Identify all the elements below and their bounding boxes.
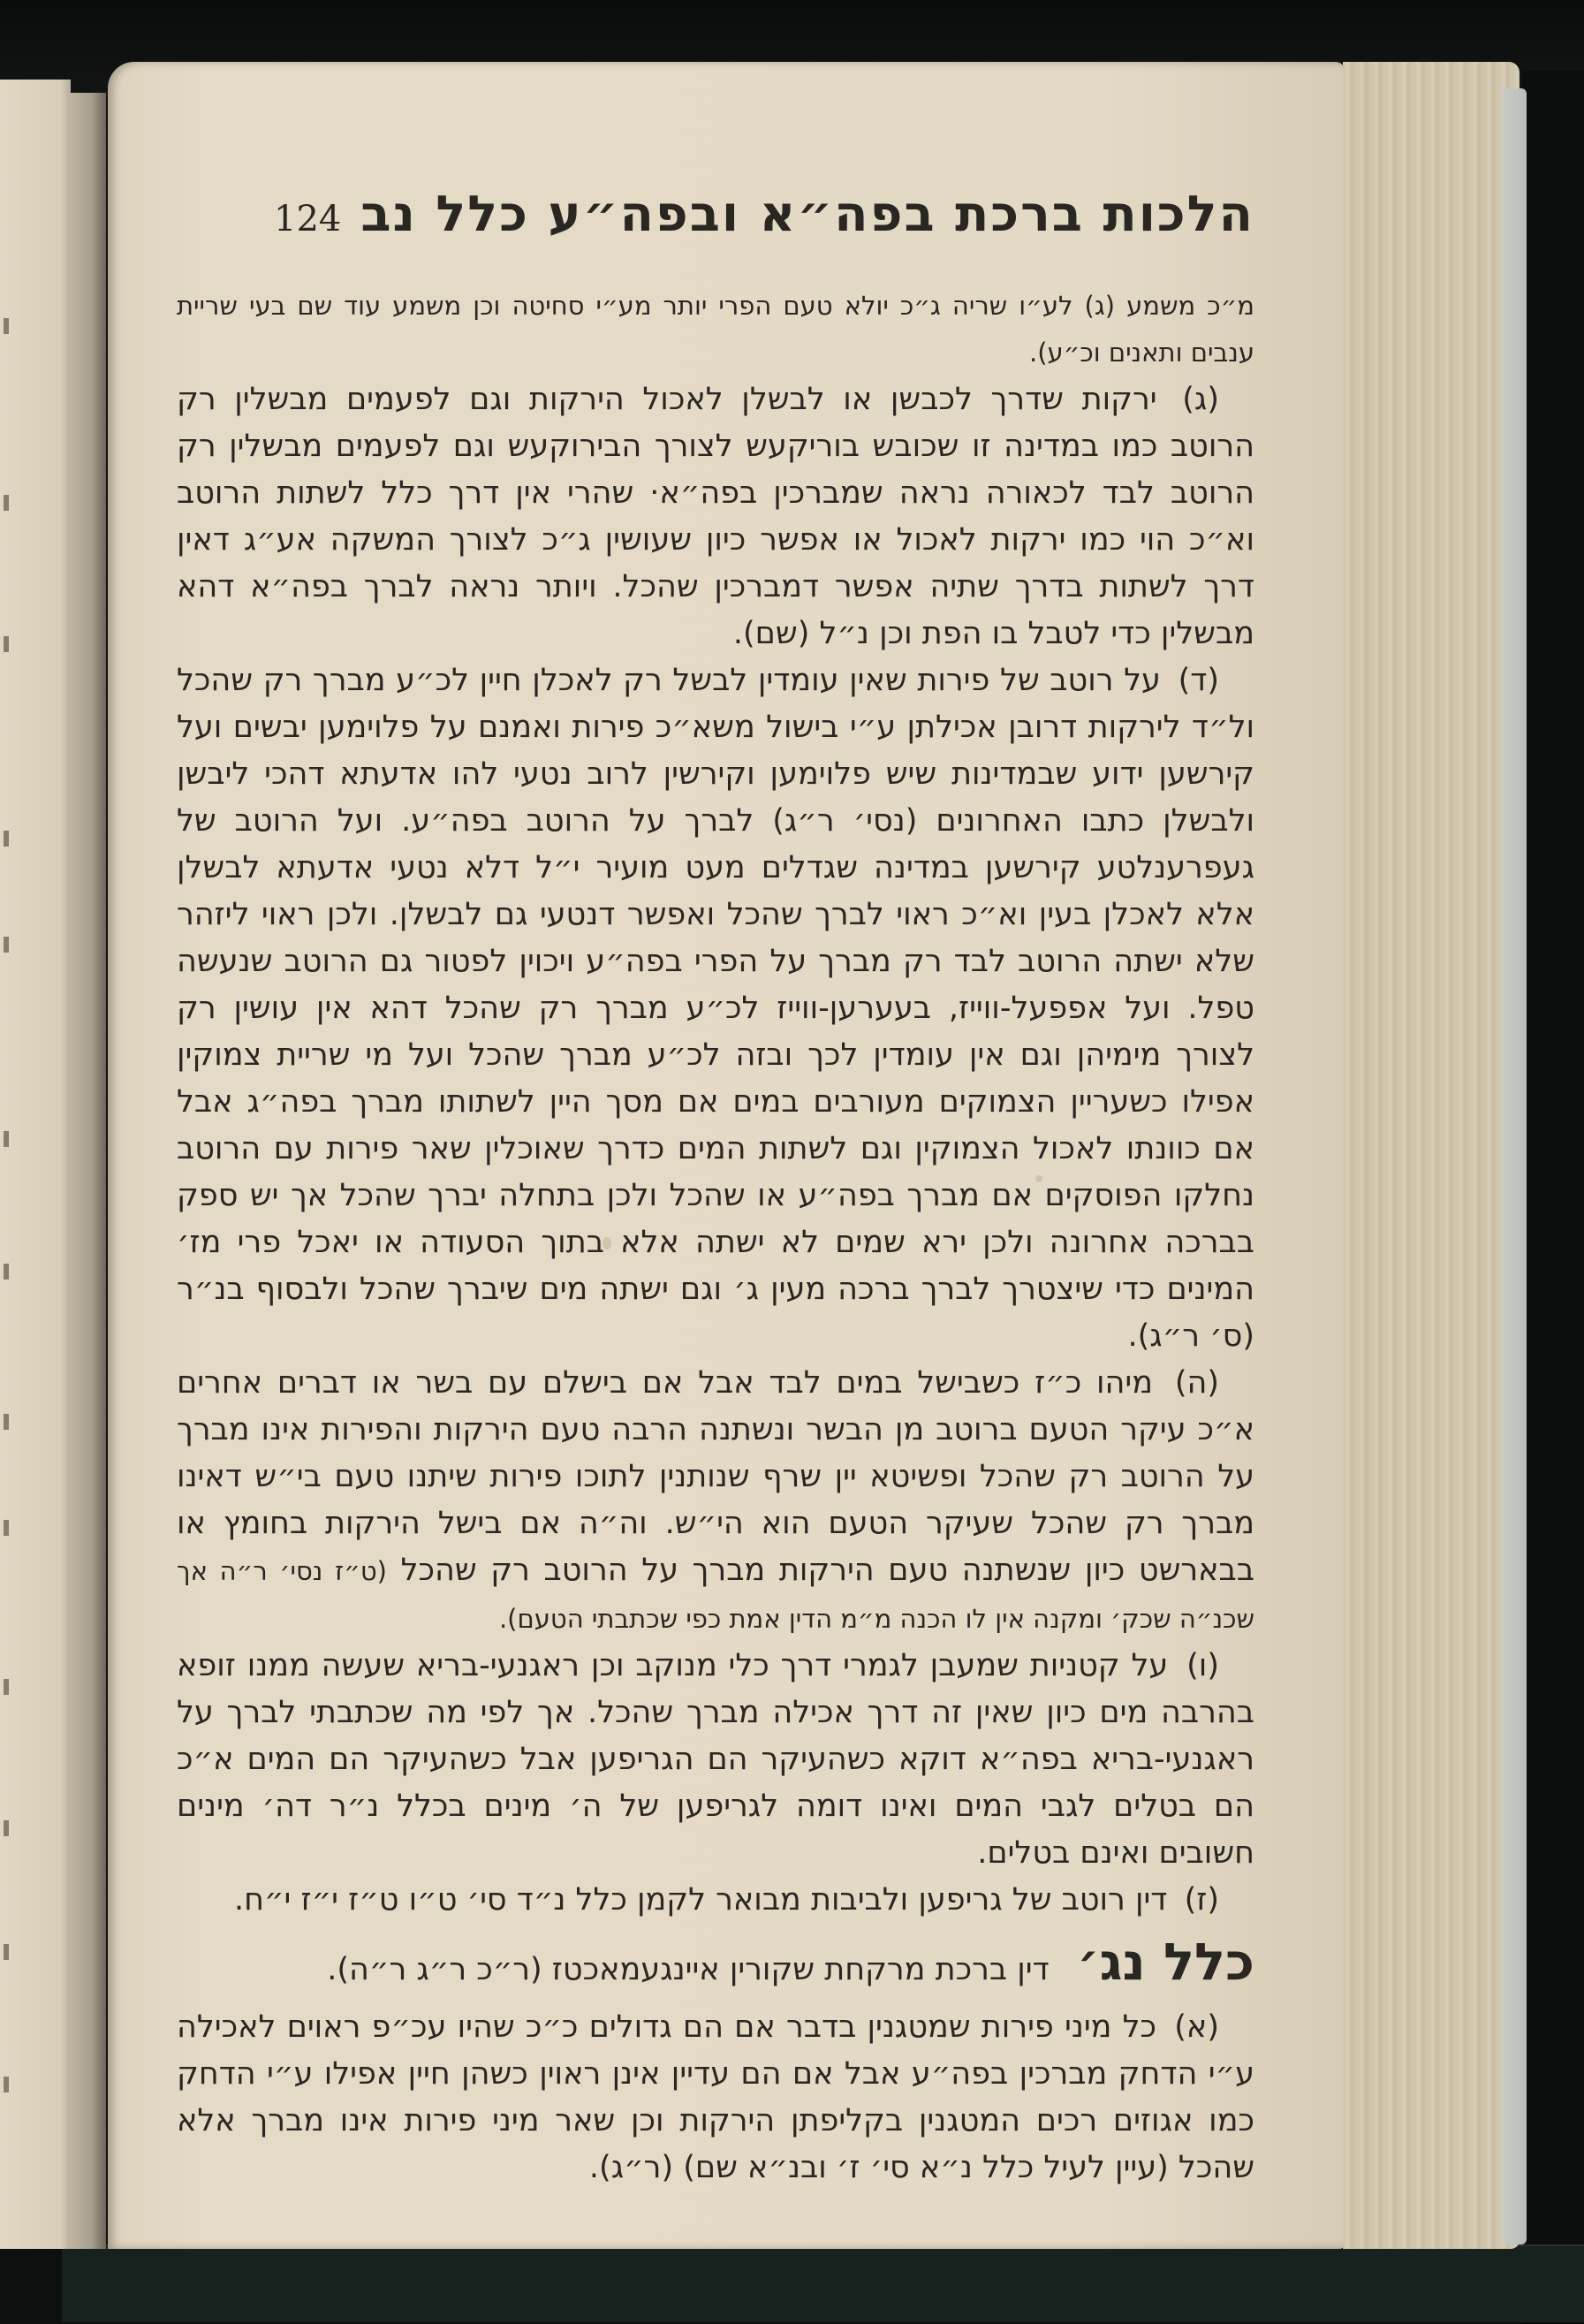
section-title-text: דין ברכת מרקחת שקורין איינגעמאכטז (ר״כ ר״ג ר״ה). [327,1952,1050,1987]
paragraph-text: על רוטב של פירות שאין עומדין לבשל רק לאכלן חיין לכ״ע מברך רק שהכל ול״ד לירקות דרובן אכילתן ע״י בישול משא״כ פירות ואמנם על פלוימען יבשים ועל קירשען ידוע שבמדינות שיש פלוימען וקירשין לרוב נטעי להו אדעתא דהכי ליבשן ולבשלן כתבו האחרונים (נסי׳ ר״ג) לברך על הרוטב בפה״ע. ועל הרוטב של געפרענלטע קירשען במדינה שגדלים מעט מועיר י״ל דלא נטעי אדעתא לבשלן אלא לאכלן בעין וא״כ ראוי לברך שהכל ואפשר דנטעי גם לבשלן. ולכן ראוי ליזהר שלא ישתה הרוטב לבד רק מברך על הפרי בפה״ע ויכוין לפטור גם הרוטב שנעשה טפל. ועל אפפעל-ווייז, בעערען-ווייז לכ״ע מברך רק שהכל דהא אין עושין רק לצורך מימיהן וגם אין עומדין לכך ובזה לכ״ע מברך שהכל ועל מי שריית צמוקין אפילו כשעריין הצמוקים מעורבים במים אם מסך היין לשתותו מברך בפה״ג אבל אם כוונתו לאכול הצמוקין וגם לשתות המים כדרך שאוכלין שאר פירות עם הרוטב נחלקו הפוסקים אם מברך בפה״ע או שהכל ולכן בתחלה יברך שהכל אך יש ספק בברכה אחרונה ולכן ירא שמים לא ישתה אלא בתוך הסעודה או יאכל פרי מז׳ המינים כדי שיצטרך לברך ברכה מעין ג׳ וגם ישתה מים שיברך שהכל ולבסוף בנ״ר (ס׳ ר״ג). [177,663,1254,1354]
paragraph-marker: (ז) [1184,1882,1219,1918]
paragraph-text: מיהו כ״ז כשבישל במים לבד אבל אם בישלם עם בשר או דברים אחרים א״כ עיקר הטעם ברוטב מן הבשר ונשתנה הרבה טעם הירקות והפירות אינו מברך על הרוטב רק שהכל ופשיטא יין שרף שנותנין לתוכו פירות שיתנו טעם בי״ש דאינו מברך רק שהכל שעיקר הטעם הוא הי״ש. וה״ה אם בישל הירקות בחומץ או בבארשט כיון שנשתנה טעם הירקות מברך על הרוטב רק שהכל [177,1365,1254,1588]
paragraph-note: (ט״ז נסי׳ ר״ה אך שכנ״ה שכק׳ ומקנה אין לו הכנה מ״מ הדין אמת כפי שכתבתי הטעם). [177,1556,1254,1634]
paragraph-he [177,1360,1254,1643]
paragraph-dalet [177,657,1254,1360]
paragraph-marker: (ו) [1186,1648,1219,1683]
paragraph-text: על קטניות שמעבן לגמרי דרך כלי מנוקב וכן ראגנעי-בריא שעשה ממנו זופא בהרבה מים כיון שאין זה דרך אכילה מברך שהכל. אך לפי מה שכתבתי לברך על ראגנעי-בריא בפה״א דוקא כשהעיקר הם הגריפען אבל כשהעיקר הם המים א״כ הם בטלים לגבי המים ואינו דומה לגריפען של ה׳ מינים בכלל נ״ר דה׳ מינים חשובים ואינם בטלים. [177,1648,1254,1871]
page-header [177,186,1254,283]
running-head: הלכות ברכת בפה״א ובפה״ע כלל נב [360,186,1254,243]
paragraph-gimel [177,376,1254,657]
paragraph-vav [177,1643,1254,1877]
page-number: 124 [274,199,342,239]
book-cover-right [1522,71,1584,2324]
book-cover-cloth [62,2244,1584,2322]
paragraph-zayin [177,1877,1254,1924]
left-page-text-fragments [4,265,12,2209]
page-block-edges [1343,62,1520,2249]
paragraph-marker: (ה) [1174,1365,1219,1401]
section-heading [177,1931,1254,2001]
paragraph-marker: (ד) [1178,663,1219,698]
paragraph-text: כל מיני פירות שמטגנין בדבר אם הם גדולים כ״כ שהיו עכ״פ ראוים לאכילה ע״י הדחק מברכין בפה״ע אבל אם הם עדיין אינן ראוין כשהן חיין אפילו ע״י הדחק כמו אגוזים רכים המטגנין בקליפתן הירקות וכן שאר מיני פירות אינו מברך אלא שהכל (עיין לעיל כלל נ״א סי׳ ז׳ ובנ״א שם) (ר״ג). [177,2009,1254,2185]
page-text [177,186,1254,2191]
paragraph-text: ירקות שדרך לכבשן או לבשלן לאכול הירקות וגם לפעמים מבשלין רק הרוטב כמו במדינה זו שכובש בוריקעש לצורך הבירוקעש וגם לפעמים מבשלין רק הרוטב לבד לכאורה נראה שמברכין בפה״א· שהרי אין דרך כלל לשתות הרוטב וא״כ הוי כמו ירקות לאכול או אפשר כיון שעושין ג״כ לצורך המשקה אע״ג דאין דרך לשתות בדרך שתיה אפשר דמברכין שהכל. ויותר נראה לברך בפה״א דהא מבשלין כדי לטבל בו הפת וכן נ״ל (שם). [177,382,1254,651]
paragraph-marker: (ג) [1182,382,1219,417]
gutter-fold [71,93,106,2249]
paragraph-marker: (א) [1174,2009,1219,2045]
continuation-footnote: מ״כ משמע (ג) לע״ו שריה ג״כ יולא טעם הפרי יותר מע״י סחיטה וכן משמע עוד שם בעי שריית ענבים ותאנים וכ״ע). [177,291,1254,368]
section-label: כלל נג׳ [1076,1932,1254,1992]
book-endpaper-edge [1502,88,1527,2244]
section-paragraph-alef [177,2004,1254,2191]
paragraph-text: דין רוטב של גריפען ולביבות מבואר לקמן כלל נ״ד סי׳ ט״ו ט״ז י״ז י״ח. [234,1882,1168,1918]
